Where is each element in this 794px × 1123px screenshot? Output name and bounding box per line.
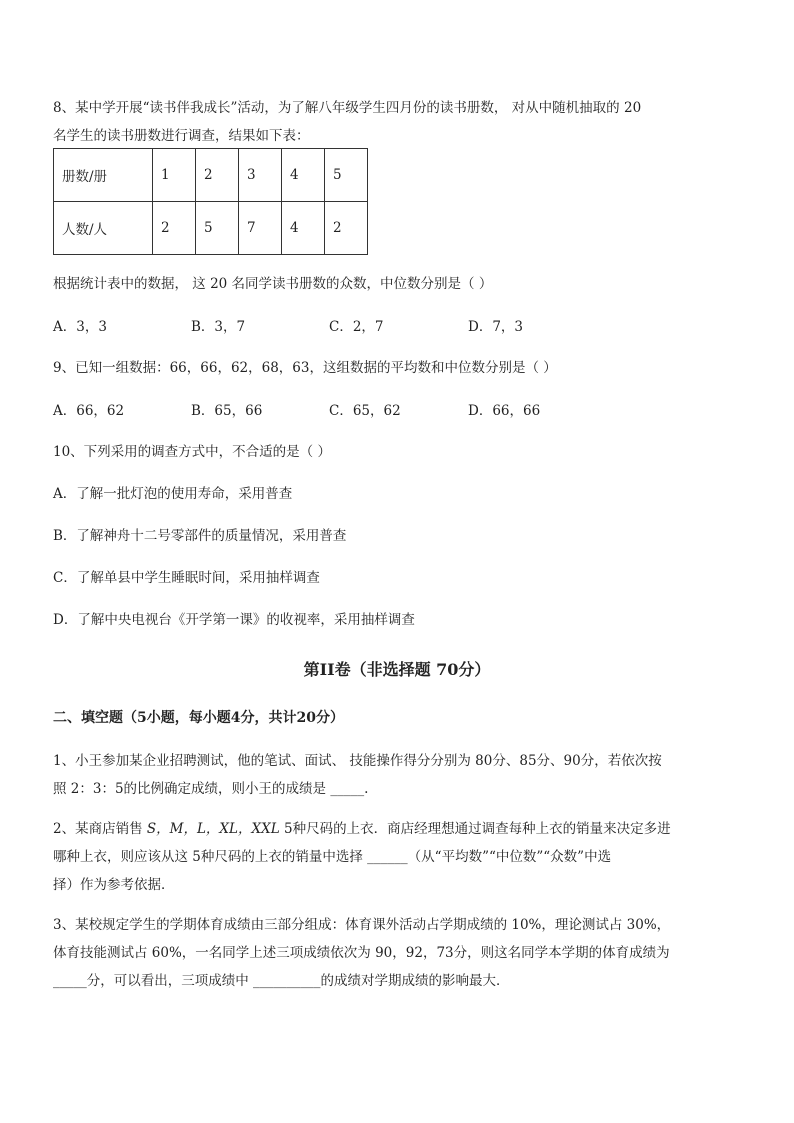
table-row xyxy=(54,149,368,202)
table-cell: 人数/人 xyxy=(54,202,153,255)
fill-question-3 xyxy=(53,911,743,995)
text-span: 5种尺码的上衣．商店经理想通过调查每种上衣的销量来决定多进 xyxy=(279,821,671,837)
q10-question: 10、下列采用的调查方式中，不合适的是（ ） xyxy=(53,444,331,460)
text-line xyxy=(53,815,743,843)
section-title: 第II卷（非选择题 70分） xyxy=(303,660,491,679)
option-d[interactable]: D．7，3 xyxy=(468,319,524,335)
option-b[interactable]: B．65，66 xyxy=(191,403,263,419)
option-b[interactable]: B．3，7 xyxy=(191,319,246,335)
text-span: 2、某商店销售 xyxy=(53,821,147,837)
q8-line-1: 8、某中学开展“读书伴我成长”活动，为了解八年级学生四月份的读书册数， 对从中随机抽取的 20 xyxy=(53,100,642,116)
q8-question: 根据统计表中的数据， 这 20 名同学读书册数的众数，中位数分别是（ ） xyxy=(53,276,493,292)
q8-stat-table xyxy=(53,148,368,255)
table-row xyxy=(54,202,368,255)
text-line: 1、小王参加某企业招聘测试，他的笔试、面试、 技能操作得分分别为 80分、85分、90分，若依次按 xyxy=(53,753,662,769)
table-cell: 3 xyxy=(239,149,282,202)
part-title: 二、填空题（5小题，每小题4分，共计20分） xyxy=(53,710,344,726)
fill-question-1 xyxy=(53,747,743,803)
text-line: 哪种上衣，则应该从这 5种尺码的上衣的销量中选择 ______（从“平均数”“中位数”“众数”中选 xyxy=(53,849,612,865)
text-line: 择）作为参考依据． xyxy=(53,877,175,893)
option-a[interactable]: A．了解一批灯泡的使用寿命，采用普查 xyxy=(53,486,293,502)
fill-question-2 xyxy=(53,815,743,899)
text-line: _____分，可以看出，三项成绩中 __________的成绩对学期成绩的影响最大． xyxy=(53,973,510,989)
text-line: 体育技能测试占 60%，一名同学上述三项成绩依次为 90，92，73分，则这名同学本学期的体育成绩为 xyxy=(53,945,670,961)
size-list: S，M，L，XL，XXL xyxy=(146,821,280,837)
option-c[interactable]: C．2，7 xyxy=(329,319,384,335)
table-cell: 1 xyxy=(153,149,196,202)
option-c[interactable]: C．了解单县中学生睡眠时间，采用抽样调查 xyxy=(53,570,320,586)
option-d[interactable]: D．了解中央电视台《开学第一课》的收视率，采用抽样调查 xyxy=(53,612,415,628)
table-cell: 7 xyxy=(239,202,282,255)
option-a[interactable]: A．66，62 xyxy=(53,403,125,419)
option-c[interactable]: C．65，62 xyxy=(329,403,401,419)
table-cell: 4 xyxy=(282,202,325,255)
text-line: 3、某校规定学生的学期体育成绩由三部分组成：体育课外活动占学期成绩的 10%，理论测试占 30%， xyxy=(53,917,671,933)
q8-line-2: 名学生的读书册数进行调查，结果如下表： xyxy=(53,128,310,144)
q9-question: 9、已知一组数据：66，66，62，68，63，这组数据的平均数和中位数分别是（ ） xyxy=(53,360,557,376)
table-cell: 册数/册 xyxy=(54,149,153,202)
table-cell: 5 xyxy=(196,202,239,255)
table-cell: 4 xyxy=(282,149,325,202)
option-b[interactable]: B．了解神舟十二号零部件的质量情况，采用普查 xyxy=(53,528,347,544)
table-cell: 2 xyxy=(196,149,239,202)
option-a[interactable]: A．3，3 xyxy=(53,319,107,335)
text-line: 照 2：3：5的比例确定成绩，则小王的成绩是 _____. xyxy=(53,781,369,797)
table-cell: 2 xyxy=(153,202,196,255)
option-d[interactable]: D．66，66 xyxy=(468,403,541,419)
table-cell: 2 xyxy=(325,202,368,255)
table-cell: 5 xyxy=(325,149,368,202)
